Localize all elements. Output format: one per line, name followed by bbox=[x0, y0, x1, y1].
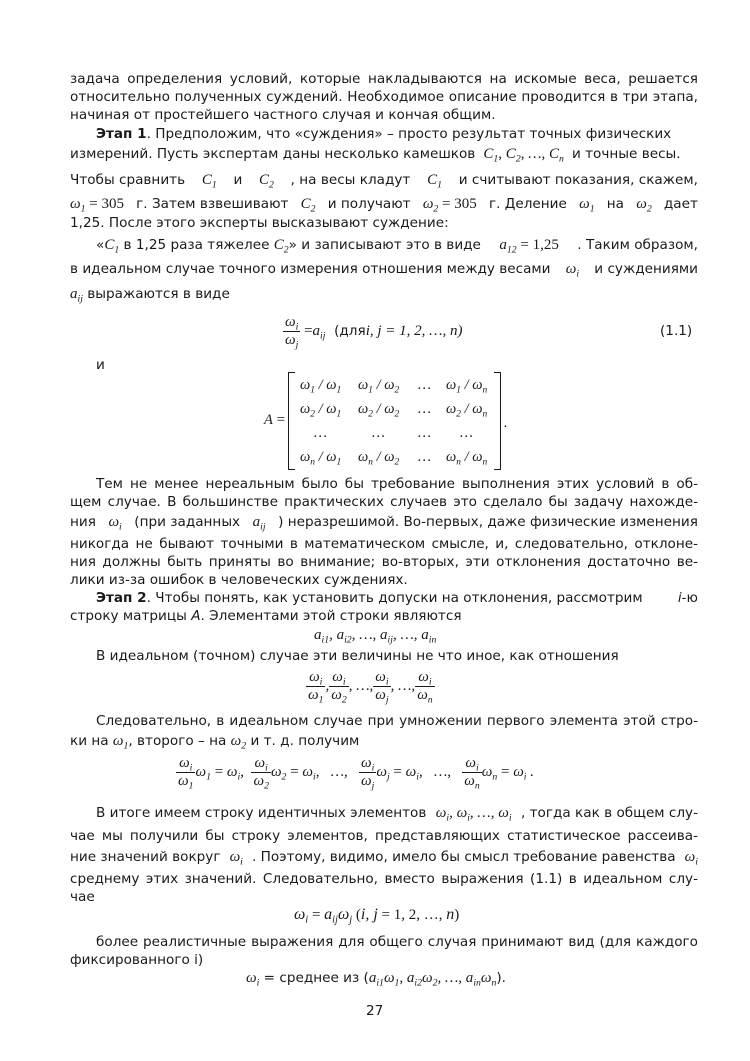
page-number: 27 bbox=[366, 1003, 384, 1019]
text-line: ние значений вокруг $\omega_i$ . Поэтому, видимо, имело бы смысл требование равенства $\omega_i$ bbox=[70, 849, 698, 868]
text-line: «$C_1$ в 1,25 раза тяжелее $C_2$» и записывают это в виде $a_{12} = 1,25$ . Таким образом, bbox=[96, 237, 698, 256]
equation-1-1: $\frac{\omega_i}{\omega_j}$ = $a_{ij}$ (для i, j = 1, 2, …, n) bbox=[285, 313, 463, 350]
text-line: Чтобы сравнить $C_1$ и $C_2$ , на весы кладут $C_1$ и считывают показания, скажем, bbox=[70, 172, 698, 191]
text-line: $\omega_1 = 305$ г. Затем взвешивают $C_2$ и получают $\omega_2 = 305$ г. Деление $\omega_1$ на $\omega_2$ дает bbox=[70, 196, 698, 215]
text-line: В итоге имеем строку идентичных элементов $\omega_i$, $\omega_i$, …, $\omega_i$ , тогда как в общем слу- bbox=[96, 805, 698, 824]
row-elements: $a_{i1}$, $a_{i2}$, …, $a_{ij}$, …, $a_{in}$ bbox=[314, 627, 437, 646]
text-line: фиксированного i) bbox=[70, 952, 204, 968]
general-equation: $\omega_i = a_{ij}\omega_j$ (i, j = 1, 2, …, n) bbox=[294, 906, 460, 926]
math-stones: $C_1$, $C_2$, …, $C_n$ bbox=[479, 146, 564, 165]
ratios: $\frac{\omega_i}{\omega_1}$ , $\frac{\omega_i}{\omega_2}$ , …, $\frac{\omega_i}{\omega_j}$ , …, $\frac{\omega_i}{\omega_n}$ bbox=[308, 668, 433, 705]
text-line: щем случае. В большинстве практических случаев это сделало бы задачу нахожде- bbox=[70, 494, 698, 510]
matrix-a: A = $\omega_1 / \omega_1$ $\omega_1 / \omega_2$ … $\omega_1 / \omega_n$ $\omega_2 / \omega_1$ $\omega_2 / \omega_2$ … $\omega_2 / \omega_n$ … … … … $\omega_n / \omega_1$ $\omega_n / \omega_2$ … $\omega_n / \omega_n$ . bbox=[258, 372, 513, 470]
text-line: строку матрицы A. Элементами этой строки являются bbox=[70, 608, 462, 624]
text-line: в идеальном случае точного измерения отношения между весами $\omega_i$ и суждениями bbox=[70, 261, 698, 280]
text-line: Этап 1. Предположим, что «суждения» – просто результат точных физических bbox=[96, 126, 672, 142]
text-line: и bbox=[96, 357, 105, 373]
text-line: Тем не менее нереальным было бы требование выполнения этих условий в об- bbox=[96, 476, 698, 492]
text-line: ки на $\omega_1$, второго – на $\omega_2$ и т. д. получим bbox=[70, 733, 360, 752]
stage-2-label: Этап 2 bbox=[96, 590, 147, 606]
text-line: чае bbox=[70, 889, 95, 905]
text-line: Следовательно, в идеальном случае при умножении первого элемента этой стро- bbox=[96, 713, 698, 729]
text-line: ния должны быть приняты во внимание; во-вторых, эти отклонения достаточно ве- bbox=[70, 554, 698, 570]
text-line: никогда не бывают точными в математическом смысле, и, следовательно, отклоне- bbox=[70, 536, 698, 552]
text-line: более реалистичные выражения для общего случая принимают вид (для каждого bbox=[96, 934, 698, 950]
text-line: лики из-за ошибок в человеческих суждениях. bbox=[70, 572, 408, 588]
text-line: Этап 2. Чтобы понять, как установить допуски на отклонения, рассмотрим i-ю bbox=[96, 590, 698, 606]
text-line: начиная от простейшего частного случая и кончая общим. bbox=[70, 107, 496, 123]
text-line: относительно полученных суждений. Необходимое описание проводится в три этапа, bbox=[70, 89, 698, 105]
text-line: 1,25. После этого эксперты высказывают суждение: bbox=[70, 215, 449, 231]
text-line: В идеальном (точном) случае эти величины не что иное, как отношения bbox=[96, 648, 619, 664]
stage-1-label: Этап 1 bbox=[96, 126, 147, 142]
text-line: измерений. Пусть экспертам даны несколько камешков $C_1$, $C_2$, …, $C_n$ и точные весы. bbox=[70, 146, 681, 165]
text-line: чае мы получили бы строку элементов, представляющих статистическое рассеива- bbox=[70, 828, 698, 844]
text-line: ния $\omega_i$ (при заданных $a_{ij}$ ) неразрешимой. Во-первых, даже физические изменения bbox=[70, 514, 698, 533]
multiplied-row: $\frac{\omega_i}{\omega_1}$ $\omega_1 = \omega_i$, $\frac{\omega_i}{\omega_2}$ $\omega_2 = \omega_i$, …, $\frac{\omega_i}{\omega_j}$ $\omega_j = \omega_i$, …, $\frac{\omega_i}{\omega_n}$ $\omega_n = \omega_i$ . bbox=[178, 754, 534, 791]
text-line: $\omega_i$ = среднее из ($a_{i1}\omega_1$, $a_{i2}\omega_2$, …, $a_{in}\omega_n$). bbox=[246, 970, 506, 989]
text-line: задача определения условий, которые накладываются на искомые веса, решается bbox=[70, 71, 698, 87]
text-line: $a_{ij}$ выражаются в виде bbox=[70, 286, 230, 305]
equation-number: (1.1) bbox=[660, 323, 693, 339]
text-line: среднему этих значений. Следовательно, вместо выражения (1.1) в идеальном слу- bbox=[70, 871, 698, 887]
